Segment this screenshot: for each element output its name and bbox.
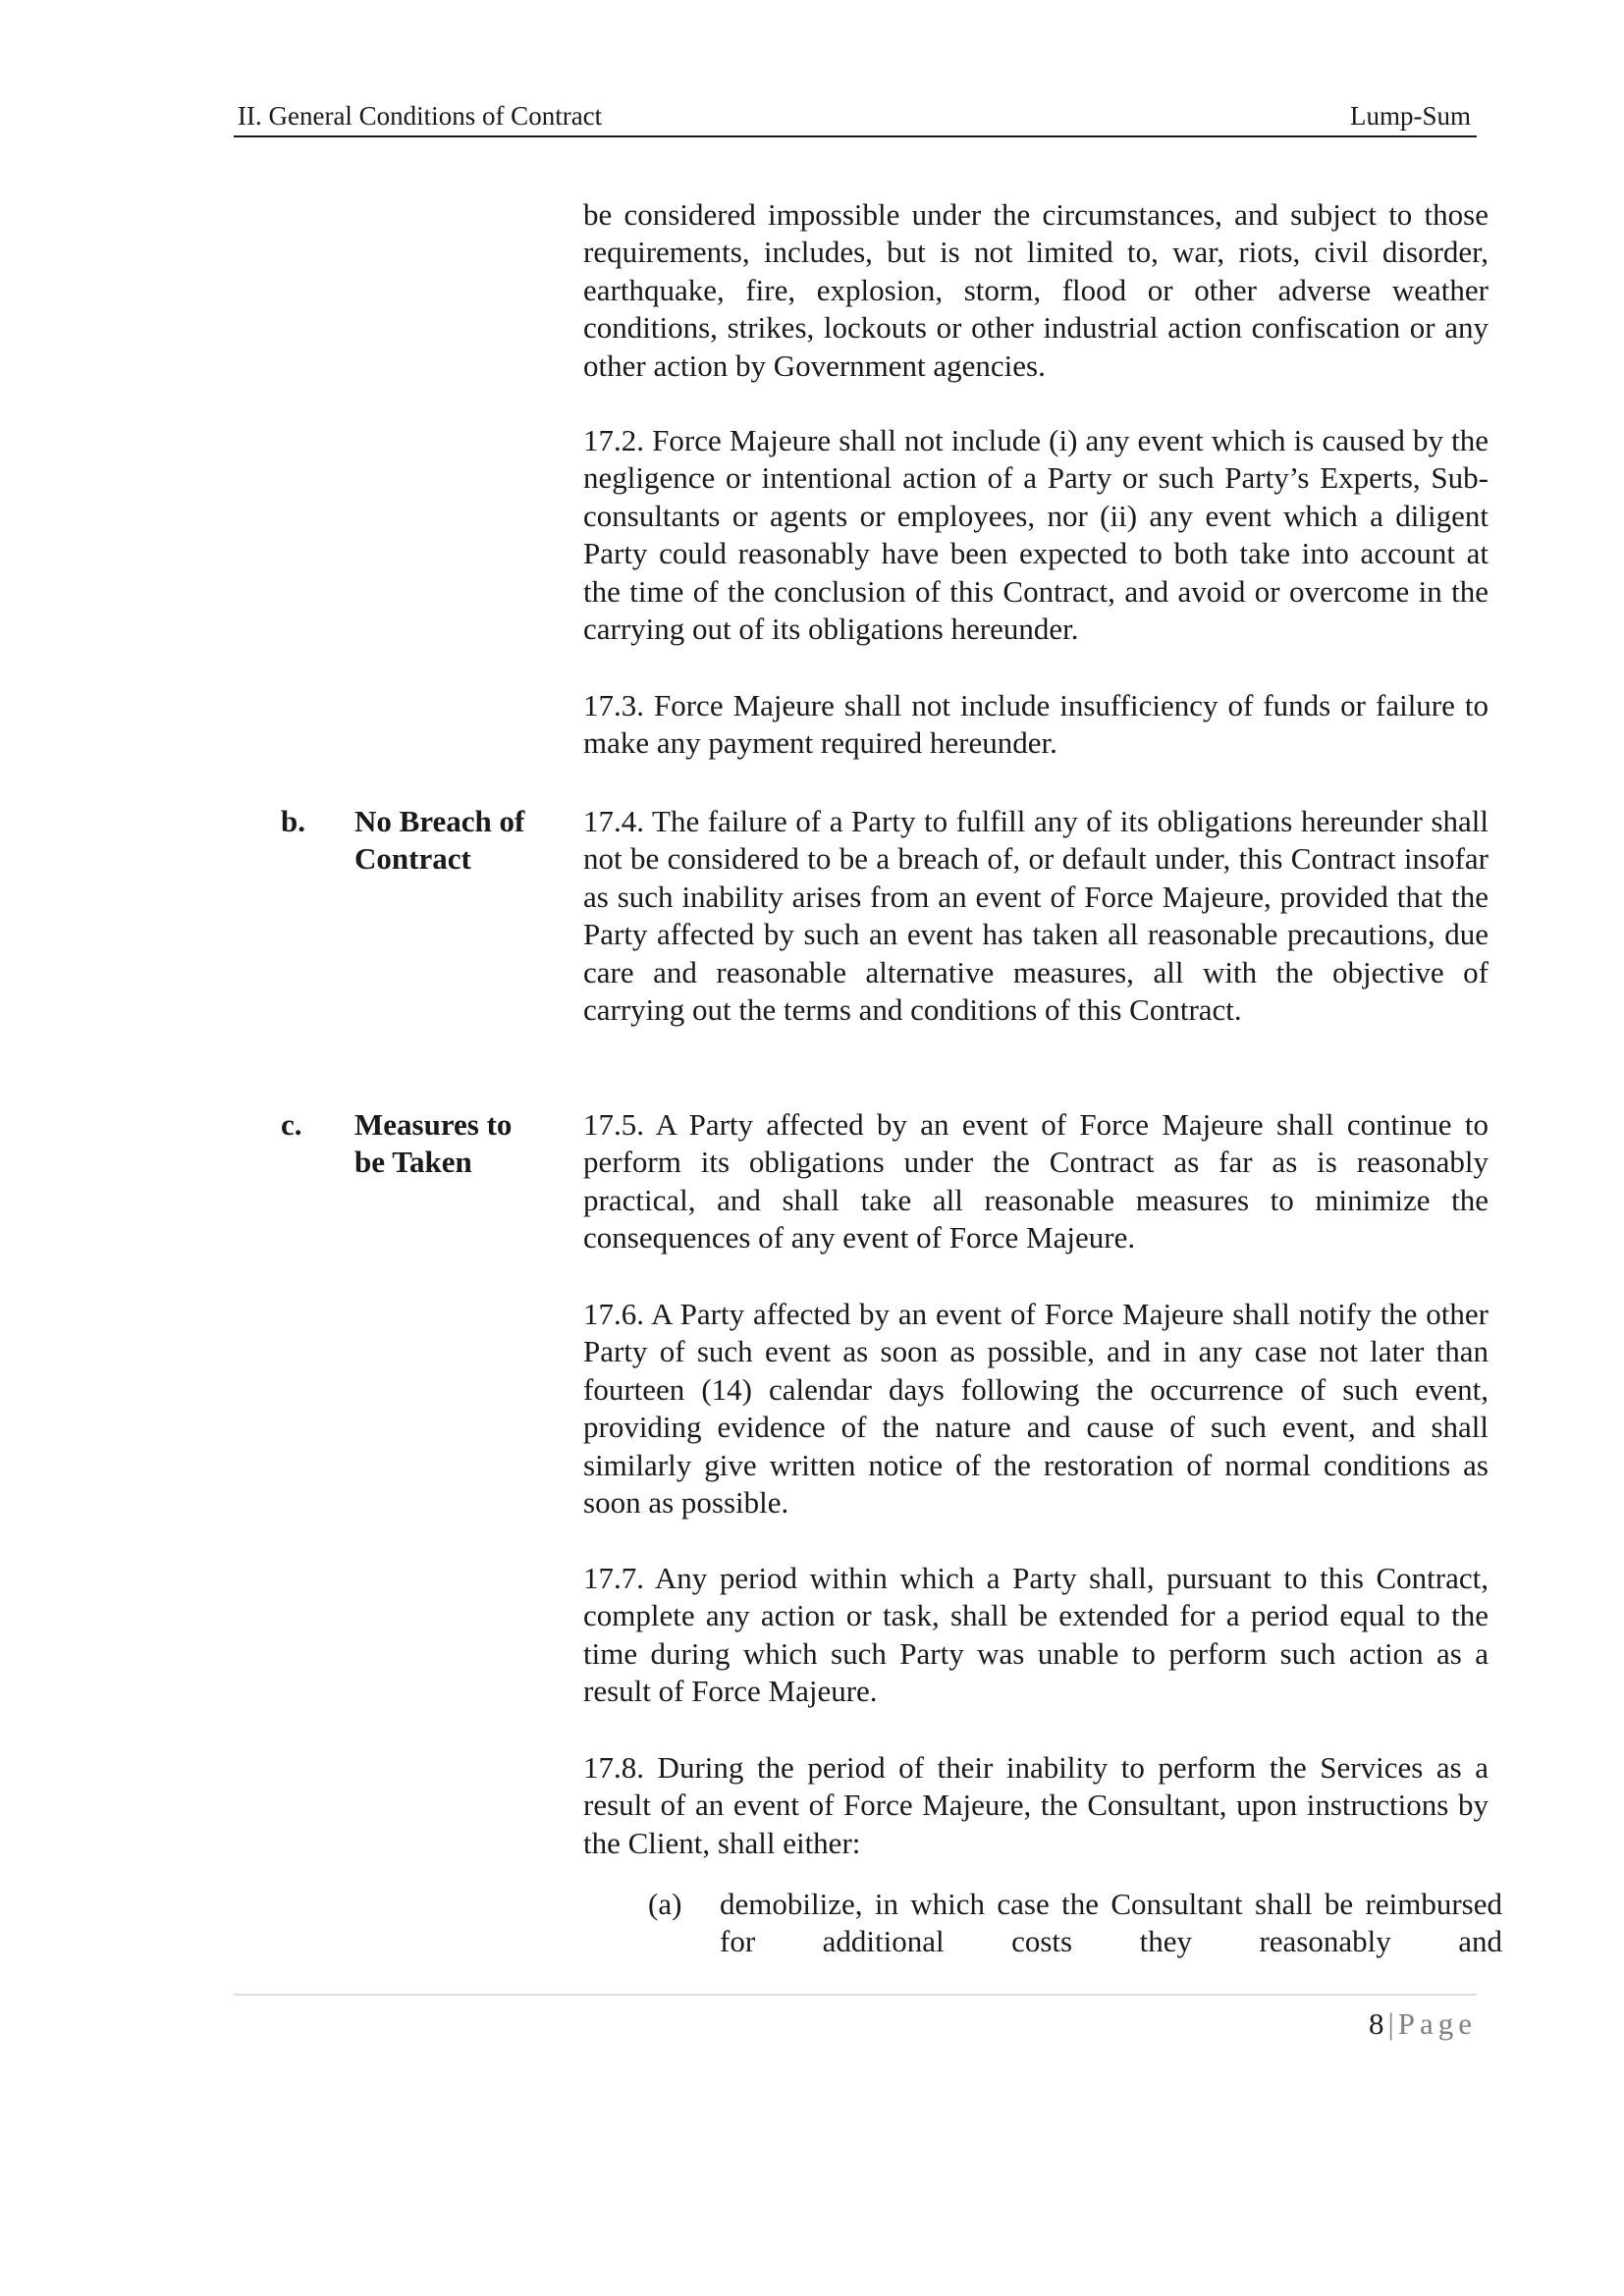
header-section-title: II. General Conditions of Contract [238,101,603,131]
paragraph-17-8: 17.8. During the period of their inability to perform the Services as a result of an event of Force Majeure, the Consultant, upon instructions by the Client, shall either: [583,1750,1489,1860]
sub-item-text: demobilize, in which case the Consultant shall be reimbursed for additional costs they reasonably and [720,1887,1502,1959]
section-heading-no-breach [354,803,524,879]
section-heading-line: No Breach of [354,804,525,838]
paragraph-force-majeure-continued: be considered impossible under the circumstances, and subject to those requirements, includes, but is not limited to, war, riots, civil disorder, earthquake, fire, explosion, storm, flood or other adverse weather conditions, strikes, lockouts or other industrial action confiscation or any other action by Government agencies. [583,197,1489,383]
paragraph-17-4: 17.4. The failure of a Party to fulfill any of its obligations hereunder shall not be considered to be a breach of, or default under, this Contract insofar as such inability arises from an event of Force Majeure, provided that the Party affected by such an event has taken all reasonable precautions, due care and reasonable alternative measures, all with the objective of carrying out the terms and conditions of this Contract. [583,804,1489,1028]
section-heading-line: Measures to [354,1107,513,1142]
section-heading-line: Contract [354,841,471,877]
section-heading-line: be Taken [354,1145,472,1180]
paragraph-17-7: 17.7. Any period within which a Party shall, pursuant to this Contract, complete any action or task, shall be extended for a period equal to the time during which such Party was unable to perform such action as a result of Force Majeure. [583,1561,1489,1709]
sub-item-label: (a) [648,1887,682,1921]
section-heading-measures [354,1106,512,1182]
header-contract-type: Lump-Sum [1349,101,1471,131]
paragraph-17-2: 17.2. Force Majeure shall not include (i) any event which is caused by the negligence or intentional action of a Party or such Party’s Experts, Sub-consultants or agents or employees, nor (ii) any event which a diligent Party could reasonably have been expected to both take into account at the time of the conclusion of this Contract, and avoid or overcome in the carrying out of its obligations hereunder. [583,423,1489,647]
page-header [234,98,1477,137]
paragraph-17-5: 17.5. A Party affected by an event of Force Majeure shall continue to perform its obligations under the Contract as far as is reasonably practical, and shall take all reasonable measures to minimize the consequences of any event of Force Majeure. [583,1107,1489,1255]
page-number-separator: | [1387,2006,1394,2041]
section-letter-c: c. [281,1107,302,1142]
paragraph-17-3: 17.3. Force Majeure shall not include insufficiency of funds or failure to make any payment required hereunder. [583,688,1489,761]
page-number-value: 8 [1369,2006,1384,2041]
sub-item-a [648,1886,1502,1961]
page-number [1369,2006,1477,2042]
footer-divider [234,1994,1477,1996]
section-letter-b: b. [281,804,305,838]
paragraph-17-6: 17.6. A Party affected by an event of Force Majeure shall notify the other Party of such event as soon as possible, and in any case not later than fourteen (14) calendar days following the occurrence of such event, providing evidence of the nature and cause of such event, and shall similarly give written notice of the restoration of normal conditions as soon as possible. [583,1297,1489,1521]
page-word: Page [1397,2006,1477,2041]
